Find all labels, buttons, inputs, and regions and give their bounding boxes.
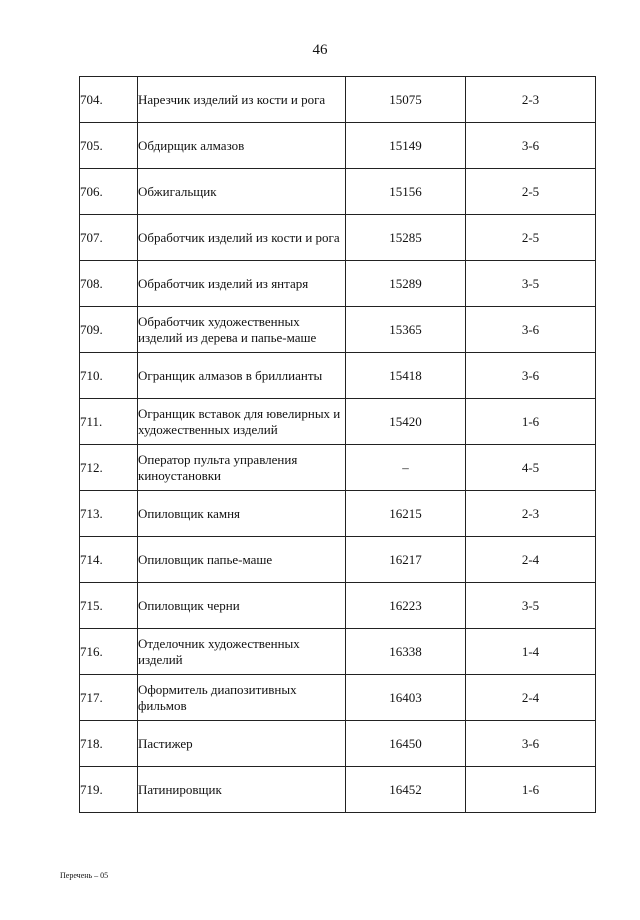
table-row [80, 399, 596, 445]
profession-code: 15365 [346, 307, 466, 353]
profession-name: Отделочник художественных изделий [138, 629, 346, 675]
table-row [80, 215, 596, 261]
profession-code: 15285 [346, 215, 466, 261]
row-number: 717. [80, 675, 138, 721]
row-number: 705. [80, 123, 138, 169]
grade-range: 2-5 [466, 169, 596, 215]
table-row [80, 307, 596, 353]
table-row [80, 261, 596, 307]
grade-range: 2-5 [466, 215, 596, 261]
profession-code: 16452 [346, 767, 466, 813]
profession-name: Огранщик вставок для ювелирных и художественных изделий [138, 399, 346, 445]
profession-name: Пастижер [138, 721, 346, 767]
grade-range: 3-6 [466, 123, 596, 169]
profession-code: 15075 [346, 77, 466, 123]
grade-range: 3-6 [466, 307, 596, 353]
profession-name: Патинировщик [138, 767, 346, 813]
profession-name: Опиловщик папье-маше [138, 537, 346, 583]
table-body [80, 77, 596, 813]
row-number: 718. [80, 721, 138, 767]
grade-range: 1-4 [466, 629, 596, 675]
page-number: 46 [312, 42, 328, 58]
table-row [80, 491, 596, 537]
grade-range: 2-3 [466, 77, 596, 123]
profession-name: Опиловщик черни [138, 583, 346, 629]
profession-code: – [346, 445, 466, 491]
grade-range: 3-6 [466, 721, 596, 767]
profession-name: Обжигальщик [138, 169, 346, 215]
profession-name: Огранщик алмазов в бриллианты [138, 353, 346, 399]
profession-code: 16450 [346, 721, 466, 767]
row-number: 714. [80, 537, 138, 583]
table-row [80, 77, 596, 123]
profession-code: 15156 [346, 169, 466, 215]
row-number: 710. [80, 353, 138, 399]
table-row [80, 123, 596, 169]
profession-name: Обработчик изделий из кости и рога [138, 215, 346, 261]
row-number: 716. [80, 629, 138, 675]
row-number: 715. [80, 583, 138, 629]
grade-range: 4-5 [466, 445, 596, 491]
table-row [80, 353, 596, 399]
row-number: 719. [80, 767, 138, 813]
row-number: 713. [80, 491, 138, 537]
row-number: 711. [80, 399, 138, 445]
table-row [80, 537, 596, 583]
profession-name: Оформитель диапозитивных фильмов [138, 675, 346, 721]
row-number: 704. [80, 77, 138, 123]
profession-code: 15418 [346, 353, 466, 399]
profession-code: 16403 [346, 675, 466, 721]
grade-range: 2-4 [466, 537, 596, 583]
profession-code: 16223 [346, 583, 466, 629]
row-number: 712. [80, 445, 138, 491]
profession-table [79, 76, 596, 813]
grade-range: 2-3 [466, 491, 596, 537]
profession-name: Нарезчик изделий из кости и рога [138, 77, 346, 123]
profession-name: Опиловщик камня [138, 491, 346, 537]
row-number: 707. [80, 215, 138, 261]
row-number: 708. [80, 261, 138, 307]
table-row [80, 169, 596, 215]
grade-range: 1-6 [466, 399, 596, 445]
profession-code: 16217 [346, 537, 466, 583]
grade-range: 2-4 [466, 675, 596, 721]
profession-code: 15289 [346, 261, 466, 307]
table-row [80, 721, 596, 767]
profession-name: Оператор пульта управления киноустановки [138, 445, 346, 491]
grade-range: 1-6 [466, 767, 596, 813]
profession-name: Обработчик изделий из янтаря [138, 261, 346, 307]
table-row [80, 629, 596, 675]
footer-label: Перечень – 05 [60, 871, 109, 880]
grade-range: 3-5 [466, 261, 596, 307]
table-row [80, 445, 596, 491]
grade-range: 3-5 [466, 583, 596, 629]
grade-range: 3-6 [466, 353, 596, 399]
row-number: 706. [80, 169, 138, 215]
profession-code: 16215 [346, 491, 466, 537]
table-row [80, 767, 596, 813]
profession-name: Обработчик художественных изделий из дерева и папье-маше [138, 307, 346, 353]
profession-name: Обдирщик алмазов [138, 123, 346, 169]
profession-code: 15420 [346, 399, 466, 445]
table-row [80, 675, 596, 721]
profession-code: 16338 [346, 629, 466, 675]
table-row [80, 583, 596, 629]
profession-code: 15149 [346, 123, 466, 169]
row-number: 709. [80, 307, 138, 353]
